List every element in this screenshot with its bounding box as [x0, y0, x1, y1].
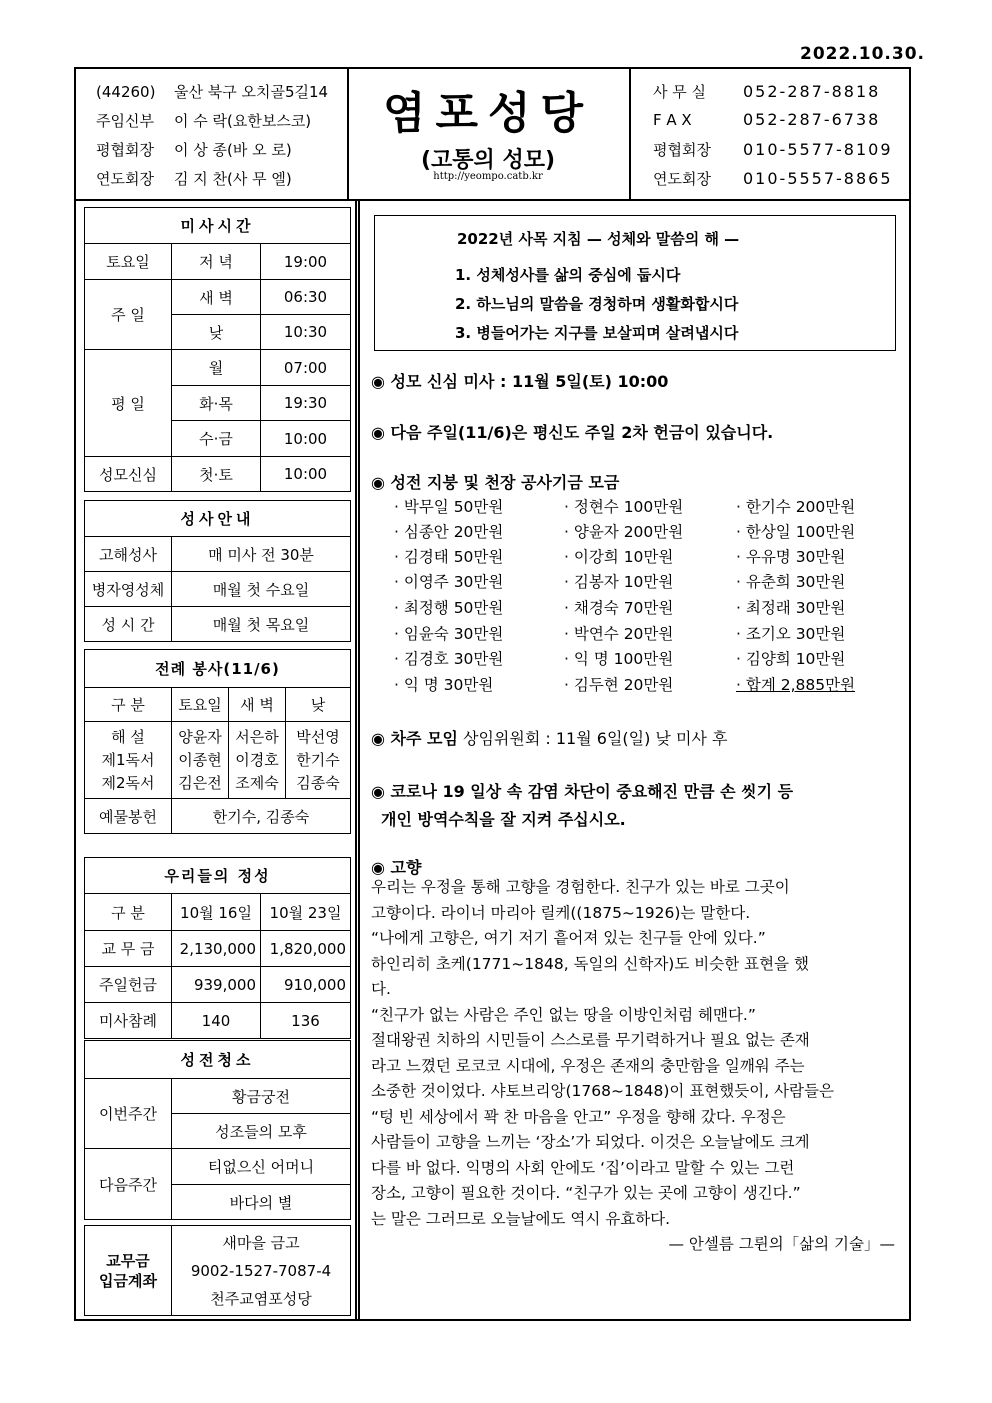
sacraments-table	[84, 500, 351, 642]
essay-body: 우리는 우정을 통해 고향을 경험한다. 친구가 있는 바로 그곳이 고향이다. 라이너 마리아 릴케((1875~1926)는 말한다. “나에게 고향은, 여기 저기 흩어져 있는 친구들 안에 있다.” 하인리히 초케(1771~1848, 독일의 신학자)도 비슷한 표현을 했 다. “친구가 없는 사람은 주인 없는 땅을 이방인처럼 헤맨다.” 절대왕권 치하의 시민들이 스스로를 무기력하거나 필요 없는 존재 라고 느꼈던 로코코 시대에, 우정은 존재의 충만함을 일깨워 주는 소중한 것이었다. 샤토브리앙(1768~1848)이 표현했듯이, 사람들은 “텅 빈 세상에서 꽉 찬 마음을 안고” 우정을 향해 갔다. 우정은 사람들이 고향을 느끼는 ‘장소’가 되었다. 이것은 오늘날에도 크게 다를 바 없다. 익명의 사회 안에도 ‘집’이라고 말할 수 있는 그런 장소, 고향이 필요한 것이다. “친구가 있는 곳에 고향이 생긴다.” 는 말은 그러므로 오늘날에도 역시 유효하다. — 안셀름 그륀의「삶의 기술」—	[371, 875, 901, 1258]
office-phone-row: 사 무 실 052-287-8818	[653, 82, 881, 101]
sacrament-label: 성 시 간	[85, 607, 172, 642]
column-divider	[355, 201, 360, 1319]
offerings-value: 939,000	[172, 967, 261, 1003]
account-details	[172, 1226, 351, 1316]
contact-info	[629, 69, 909, 199]
offering-value: 한기수, 김종숙	[172, 799, 351, 834]
cleaning-heading: 성전청소	[85, 1041, 351, 1079]
address-row: (44260) 울산 북구 오치골5길14	[96, 83, 329, 101]
mass-slot: 수·금	[172, 421, 261, 457]
essay-source: — 안셀름 그륀의「삶의 기술」—	[668, 1235, 895, 1253]
account-table	[84, 1225, 351, 1316]
offerings-heading: 우리들의 정성	[85, 858, 351, 894]
cleaning-group: 성조들의 모후	[172, 1114, 351, 1149]
liturgy-role: 제2독서	[85, 772, 172, 799]
funeral-phone-row: 연도회장 010-5557-8865	[653, 169, 893, 188]
mass-time: 10:00	[261, 421, 351, 457]
mass-slot: 월	[172, 350, 261, 386]
fax-row: F A X 052-287-6738	[653, 110, 881, 129]
sacraments-heading: 성사안내	[85, 501, 351, 537]
liturgy-col-header: 낮	[286, 688, 351, 722]
bulletin-header	[74, 67, 911, 201]
liturgy-reader: 이종현	[172, 747, 229, 772]
account-number: 9002-1527-7087-4	[190, 1261, 332, 1280]
offerings-value: 910,000	[261, 967, 351, 1003]
pastoral-guideline-box	[374, 215, 896, 351]
mass-time: 19:00	[261, 244, 351, 280]
sacrament-value: 매월 첫 수요일	[172, 572, 351, 607]
liturgy-col-header: 구 분	[85, 688, 172, 722]
liturgy-col-header: 새 벽	[229, 688, 286, 722]
parish-url[interactable]: http://yeompo.catb.kr	[433, 171, 543, 182]
liturgy-reader: 조제숙	[229, 772, 286, 799]
offerings-label: 미사참례	[85, 1003, 172, 1039]
parish-info	[76, 69, 349, 199]
mass-slot: 낮	[172, 315, 261, 350]
offerings-table	[84, 857, 351, 1039]
parish-title: 염포성당	[382, 88, 593, 139]
liturgy-reader: 한기수	[286, 747, 351, 772]
mass-slot: 첫·토	[172, 457, 261, 492]
covid-notice: ◉ 코로나 19 일상 속 감염 차단이 중요해진 만큼 손 씻기 등 개인 방역수칙을 잘 지켜 주십시오.	[371, 782, 794, 829]
marian-mass-notice: ◉ 성모 신심 미사 : 11월 5일(토) 10:00	[371, 372, 669, 391]
guideline-item: 3. 병들어가는 지구를 보살피며 살려냅시다	[455, 324, 739, 342]
mass-time: 10:30	[261, 315, 351, 350]
liturgy-col-header: 토요일	[172, 688, 229, 722]
mass-day: 평 일	[85, 350, 172, 457]
mass-times-heading: 미사시간	[85, 208, 351, 244]
guideline-item: 2. 하느님의 말씀을 경청하며 생활화합시다	[455, 295, 739, 313]
mass-day: 토요일	[85, 244, 172, 280]
account-holder: 천주교염포성당	[210, 1289, 312, 1308]
mass-time: 10:00	[261, 457, 351, 492]
offerings-value: 140	[172, 1003, 261, 1039]
liturgy-table	[84, 649, 351, 834]
pastor-row: 주임신부 이 수 락(요한보스코)	[96, 112, 312, 130]
cleaning-group: 티없으신 어머니	[172, 1149, 351, 1185]
offerings-col-header: 구 분	[85, 894, 172, 931]
cleaning-table	[84, 1040, 351, 1220]
essay-title: ◉ 고향	[371, 858, 422, 877]
offerings-value: 1,820,000	[261, 931, 351, 967]
offerings-col-header: 10월 23일	[261, 894, 351, 931]
offerings-value: 2,130,000	[172, 931, 261, 967]
sacrament-value: 매월 첫 목요일	[172, 607, 351, 642]
council-phone-row: 평협회장 010-5577-8109	[653, 140, 893, 159]
cleaning-group: 황금궁전	[172, 1079, 351, 1114]
liturgy-reader: 김종숙	[286, 772, 351, 799]
offerings-label: 주일헌금	[85, 967, 172, 1003]
mass-day: 성모신심	[85, 457, 172, 492]
cleaning-week-label: 다음주간	[85, 1149, 172, 1220]
mass-time: 07:00	[261, 350, 351, 386]
cleaning-week-label: 이번주간	[85, 1079, 172, 1149]
guideline-title: 2022년 사목 지침 — 성체와 말씀의 해 —	[457, 230, 740, 248]
sacrament-value: 매 미사 전 30분	[172, 537, 351, 572]
bulletin-body: 미사시간 토요일 저 녁 19:00 주 일 새 벽 06:30 낮 10:30 평 일 월 07:00 화·목 19:30 수·금 10:00 성모신심 첫·토 10:00 성사안내 고해성사 매 미사 전 30분 병자영성체 매월 첫 수요일 성 시 간 매월 첫 목요일 전례 봉사(11/6) 구 분 토요일 새 벽 낮 해 설 양윤자 서은하 박선영 제1독서 이종현 이경호 한기수 제2독서 김은전 조제숙 김종숙 예물봉헌 한기수, 김종숙 우리들의 정성 구 분 10월 16일 10월 23일 교 무 금 2,130,000 1,820,000 주일헌금 939,000 910,000 미사참례 140 136 성전청소 이번주간 황금궁전 성조들의 모후 다음주간 티없으신 어머니 바다의 별 교무금 입금계좌 새마을 금고 9002-1527-7087-4 천주교염포성당 2022년 사목 지침 — 성체와 말씀의 해 — 1. 성체성사를 삶의 중심에 둡시다 2. 하느님의 말씀을 경청하며 생활화합시다 3. 병들어가는 지구를 보살피며 살려냅시다 ◉ 성모 신심 미사 : 11월 5일(토) 10:00 ◉ 다음 주일(11/6)은 평신도 주일 2차 헌금이 있습니다. ◉ 성전 지붕 및 천장 공사기금 모금 · 박무일 50만원 · 정현수 100만원 · 한기수 200만원 · 심종안 20만원 · 양윤자 200만원 · 한상일 100만원 · 김경태 50만원 · 이강희 10만원 · 우유명 30만원 · 이영주 30만원 · 김봉자 10만원 · 유춘희 30만원 · 최정행 50만원 · 채경숙 70만원 · 최정래 30만원 · 임윤숙 30만원 · 박연수 20만원 · 조기오 30만원 · 김경호 30만원 · 익 명 100만원 · 김양희 10만원 · 익 명 30만원 · 김두현 20만원 · 합계 2,885만원 ◉ 차주 모임 상임위원회 : 11월 6일(일) 낮 미사 후 ◉ 코로나 19 일상 속 감염 차단이 중요해진 만큼 손 씻기 등 개인 방역수칙을 잘 지켜 주십시오. ◉ 고향 우리는 우정을 통해 고향을 경험한다. 친구가 있는 바로 그곳이 고향이다. 라이너 마리아 릴케((1875~1926)는 말한다. “나에게 고향은, 여기 저기 흩어져 있는 친구들 안에 있다.” 하인리히 초케(1771~1848, 독일의 신학자)도 비슷한 표현을 했 다. “친구가 없는 사람은 주인 없는 땅을 이방인처럼 헤맨다.” 절대왕권 치하의 시민들이 스스로를 무기력하거나 필요 없는 존재 라고 느꼈던 로코코 시대에, 우정은 존재의 충만함을 일깨워 주는 소중한 것이었다. 샤토브리앙(1768~1848)이 표현했듯이, 사람들은 “텅 빈 세상에서 꽉 찬 마음을 안고” 우정을 향해 갔다. 우정은 사람들이 고향을 느끼는 ‘장소’가 되었다. 이것은 오늘날에도 크게 다를 바 없다. 익명의 사회 안에도 ‘집’이라고 말할 수 있는 그런 장소, 고향이 필요한 것이다. “친구가 있는 곳에 고향이 생긴다.” 는 말은 그러므로 오늘날에도 역시 유효하다. — 안셀름 그륀의「삶의 기술」—	[74, 201, 911, 1321]
parish-subtitle: (고통의 성모)	[420, 148, 556, 173]
mass-slot: 저 녁	[172, 244, 261, 280]
sacrament-label: 병자영성체	[85, 572, 172, 607]
second-collection-notice: ◉ 다음 주일(11/6)은 평신도 주일 2차 헌금이 있습니다.	[371, 423, 774, 442]
liturgy-role: 해 설	[85, 722, 172, 747]
funeral-chair-row: 연도회장 김 지 찬(사 무 엘)	[96, 170, 292, 188]
bank-name: 새마을 금고	[222, 1233, 300, 1252]
liturgy-reader: 서은하	[229, 722, 286, 747]
council-president-row: 평협회장 이 상 종(바 오 로)	[96, 141, 292, 159]
title-block	[347, 69, 631, 199]
liturgy-reader: 김은전	[172, 772, 229, 799]
liturgy-heading: 전례 봉사(11/6)	[85, 650, 351, 688]
cleaning-group: 바다의 별	[172, 1185, 351, 1220]
sacrament-label: 고해성사	[85, 537, 172, 572]
mass-times-table	[84, 207, 351, 492]
donation-title: ◉ 성전 지붕 및 천장 공사기금 모금	[371, 473, 620, 492]
offerings-col-header: 10월 16일	[172, 894, 261, 931]
liturgy-reader: 박선영	[286, 722, 351, 747]
liturgy-reader: 양윤자	[172, 722, 229, 747]
offerings-label: 교 무 금	[85, 931, 172, 967]
mass-time: 06:30	[261, 280, 351, 315]
offerings-value: 136	[261, 1003, 351, 1039]
offering-label: 예물봉헌	[85, 799, 172, 834]
mass-time: 19:30	[261, 386, 351, 421]
liturgy-reader: 이경호	[229, 747, 286, 772]
liturgy-role: 제1독서	[85, 747, 172, 772]
issue-date: 2022.10.30.	[800, 44, 926, 64]
next-week-meeting: ◉ 차주 모임 상임위원회 : 11월 6일(일) 낮 미사 후	[371, 729, 728, 748]
mass-day: 주 일	[85, 280, 172, 350]
mass-slot: 화·목	[172, 386, 261, 421]
account-label: 교무금 입금계좌	[85, 1226, 172, 1316]
mass-slot: 새 벽	[172, 280, 261, 315]
guideline-item: 1. 성체성사를 삶의 중심에 둡시다	[455, 266, 681, 284]
donation-total: · 합계 2,885만원	[736, 676, 856, 694]
